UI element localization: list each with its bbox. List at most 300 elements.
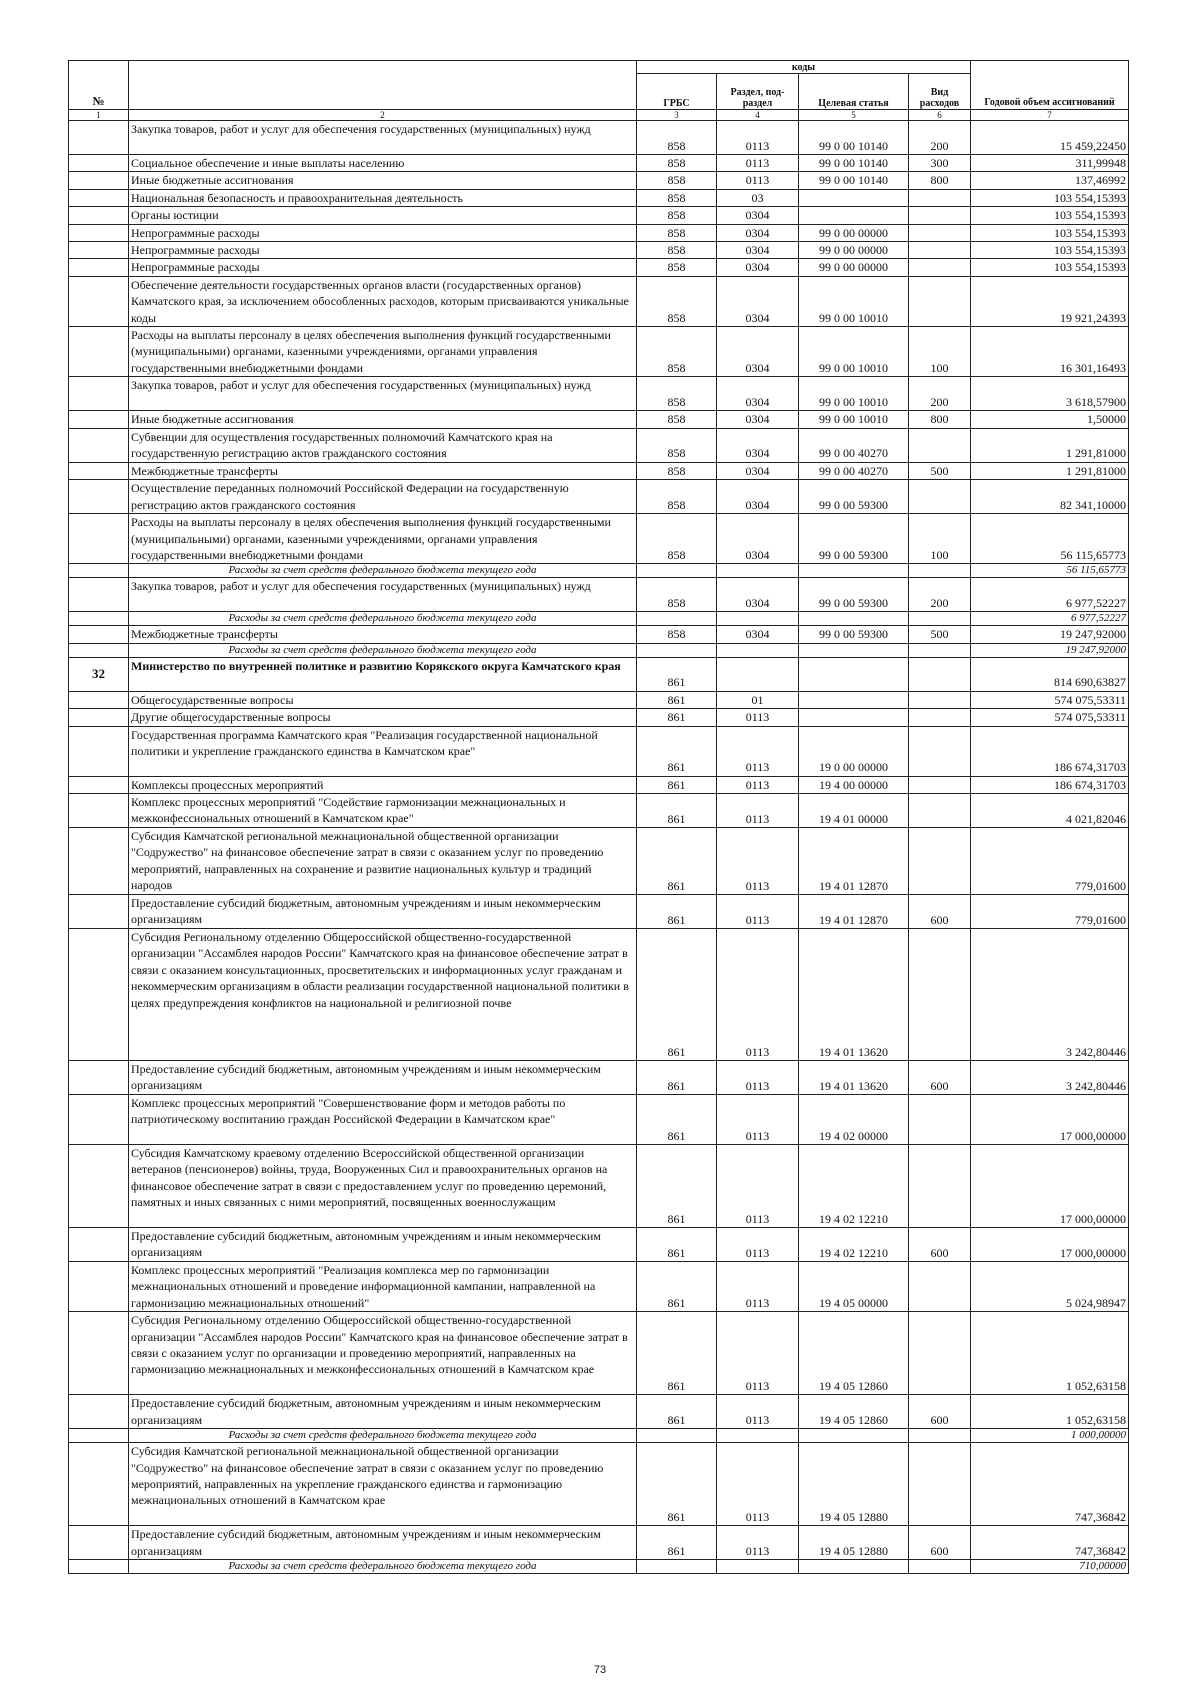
- row-number: [69, 691, 129, 708]
- row-number: [69, 578, 129, 612]
- expense-name: Комплекс процессных мероприятий "Содействие гармонизации межнациональных и межконфессиональных отношений в Камчатском крае": [129, 793, 637, 827]
- razdel-code: 0113: [717, 1526, 799, 1560]
- annual-sum: 1 000,00000: [971, 1429, 1129, 1443]
- vid-code: 600: [909, 1227, 971, 1261]
- vid-code: [909, 259, 971, 276]
- vid-code: [909, 1560, 971, 1574]
- grbs-code: 858: [637, 626, 717, 643]
- annual-sum: 103 554,15393: [971, 259, 1129, 276]
- razdel-code: [717, 612, 799, 626]
- expense-name: Национальная безопасность и правоохранительная деятельность: [129, 189, 637, 206]
- grbs-code: 861: [637, 1443, 717, 1526]
- federal-funds-subrow: [69, 1429, 1129, 1443]
- row-number: [69, 643, 129, 657]
- razdel-code: 0113: [717, 793, 799, 827]
- celevaya-code: 19 4 01 00000: [799, 793, 909, 827]
- expense-name: Закупка товаров, работ и услуг для обеспечения государственных (муниципальных) нужд: [129, 377, 637, 411]
- celevaya-code: 19 4 05 00000: [799, 1261, 909, 1311]
- grbs-code: 858: [637, 327, 717, 377]
- row-number: [69, 259, 129, 276]
- grbs-code: 861: [637, 1060, 717, 1094]
- grbs-code: [637, 1429, 717, 1443]
- grbs-code: [637, 564, 717, 578]
- annual-sum: 19 247,92000: [971, 626, 1129, 643]
- table-row: [69, 691, 1129, 708]
- vid-code: 500: [909, 626, 971, 643]
- expense-name: Расходы за счет средств федерального бюджета текущего года: [129, 1560, 637, 1574]
- razdel-code: 0113: [717, 726, 799, 776]
- row-number: [69, 377, 129, 411]
- celevaya-code: 99 0 00 40270: [799, 428, 909, 462]
- annual-sum: 3 242,80446: [971, 928, 1129, 1060]
- grbs-code: 858: [637, 377, 717, 411]
- row-number: [69, 1261, 129, 1311]
- row-number: [69, 276, 129, 326]
- annual-sum: 6 977,52227: [971, 578, 1129, 612]
- razdel-code: 0304: [717, 428, 799, 462]
- celevaya-code: 19 4 05 12860: [799, 1395, 909, 1429]
- vid-code: [909, 189, 971, 206]
- row-number: [69, 1227, 129, 1261]
- grbs-code: [637, 643, 717, 657]
- razdel-code: 0113: [717, 709, 799, 726]
- federal-funds-subrow: [69, 564, 1129, 578]
- column-header-vid: Вид расходов: [909, 74, 971, 110]
- razdel-code: 0304: [717, 327, 799, 377]
- celevaya-code: 19 4 01 13620: [799, 1060, 909, 1094]
- expense-name: Предоставление субсидий бюджетным, автономным учреждениям и иным некоммерческим организациям: [129, 1227, 637, 1261]
- celevaya-code: 19 4 05 12880: [799, 1443, 909, 1526]
- vid-code: [909, 207, 971, 224]
- expense-name: Расходы за счет средств федерального бюджета текущего года: [129, 564, 637, 578]
- vid-code: [909, 480, 971, 514]
- vid-code: [909, 1429, 971, 1443]
- table-row: [69, 657, 1129, 691]
- vid-code: [909, 1261, 971, 1311]
- annual-sum: 103 554,15393: [971, 189, 1129, 206]
- page-number: 73: [593, 1664, 607, 1676]
- expense-name: Предоставление субсидий бюджетным, автономным учреждениям и иным некоммерческим организациям: [129, 894, 637, 928]
- celevaya-code: 99 0 00 10010: [799, 411, 909, 428]
- razdel-code: 0113: [717, 1261, 799, 1311]
- expense-name: Субсидия Региональному отделению Общероссийской общественно-государственной организации "Ассамблея народов России" Камчатского края на финансовое обеспечение затрат в связи с оказанием услуг по организации и проведению мероприятий, направленных на гармонизацию межнациональных и межконфессиональных отношений в Камчатском крае: [129, 1312, 637, 1395]
- row-number: [69, 1560, 129, 1574]
- column-header-codes: коды: [637, 61, 971, 74]
- vid-code: 200: [909, 377, 971, 411]
- header-row-top: [69, 61, 1129, 74]
- celevaya-code: 19 4 00 00000: [799, 776, 909, 793]
- annual-sum: 311,99948: [971, 155, 1129, 172]
- razdel-code: 0113: [717, 1312, 799, 1395]
- row-number: [69, 1526, 129, 1560]
- expense-name: Осуществление переданных полномочий Российской Федерации на государственную регистрацию актов гражданского состояния: [129, 480, 637, 514]
- annual-sum: 1,50000: [971, 411, 1129, 428]
- expense-name: Предоставление субсидий бюджетным, автономным учреждениям и иным некоммерческим организациям: [129, 1395, 637, 1429]
- celevaya-code: 19 4 01 12870: [799, 827, 909, 894]
- row-number: [69, 172, 129, 189]
- table-row: [69, 242, 1129, 259]
- razdel-code: 0113: [717, 1395, 799, 1429]
- vid-code: [909, 612, 971, 626]
- annual-sum: 1 291,81000: [971, 462, 1129, 479]
- annual-sum: 16 301,16493: [971, 327, 1129, 377]
- celevaya-code: 19 4 02 00000: [799, 1094, 909, 1144]
- razdel-code: 0113: [717, 1144, 799, 1227]
- row-number: [69, 428, 129, 462]
- row-number: [69, 189, 129, 206]
- table-row: [69, 793, 1129, 827]
- celevaya-code: 19 4 01 13620: [799, 928, 909, 1060]
- table-row: [69, 1443, 1129, 1526]
- annual-sum: 186 674,31703: [971, 776, 1129, 793]
- vid-code: 300: [909, 155, 971, 172]
- expense-name: Обеспечение деятельности государственных органов власти (государственных органов) Камчатского края, за исключением обособленных расходов, которым присваиваются уникальные коды: [129, 276, 637, 326]
- annual-sum: 103 554,15393: [971, 207, 1129, 224]
- celevaya-code: 19 4 01 12870: [799, 894, 909, 928]
- expense-name: Субвенции для осуществления государственных полномочий Камчатского края на государственную регистрацию актов гражданского состояния: [129, 428, 637, 462]
- annual-sum: 56 115,65773: [971, 564, 1129, 578]
- expense-name: Субсидия Региональному отделению Общероссийской общественно-государственной организации "Ассамблея народов России" Камчатского края на финансовое обеспечение затрат в связи с оказанием консультационных, просветительских и информационных услуг гражданам и некоммерческим организациям в области реализации государственной национальной политики в целях предупреждения конфликтов на национальной и религиозной почве: [129, 928, 637, 1060]
- column-header-annual-volume: Годовой объем ассигнований: [971, 61, 1129, 110]
- celevaya-code: 99 0 00 00000: [799, 259, 909, 276]
- annual-sum: 747,36842: [971, 1526, 1129, 1560]
- column-index: 5: [799, 110, 909, 121]
- expense-name: Социальное обеспечение и иные выплаты населению: [129, 155, 637, 172]
- grbs-code: 861: [637, 827, 717, 894]
- razdel-code: 0304: [717, 259, 799, 276]
- grbs-code: 858: [637, 259, 717, 276]
- celevaya-code: 99 0 00 59300: [799, 626, 909, 643]
- grbs-code: 858: [637, 224, 717, 241]
- razdel-code: [717, 1560, 799, 1574]
- celevaya-code: 99 0 00 59300: [799, 578, 909, 612]
- header-row-index: [69, 110, 1129, 121]
- table-row: [69, 1312, 1129, 1395]
- razdel-code: 0113: [717, 172, 799, 189]
- table-row: [69, 411, 1129, 428]
- expense-name: Субсидия Камчатской региональной межнациональной общественной организации "Содружество" на финансовое обеспечение затрат в связи с оказанием услуг по проведению мероприятий, направленных на укрепление гражданского единства и гармонизацию межнациональных отношений в Камчатском крае: [129, 1443, 637, 1526]
- razdel-code: 0113: [717, 776, 799, 793]
- grbs-code: 858: [637, 276, 717, 326]
- row-number: [69, 327, 129, 377]
- celevaya-code: 99 0 00 10010: [799, 377, 909, 411]
- vid-code: 800: [909, 172, 971, 189]
- column-index: 3: [637, 110, 717, 121]
- celevaya-code: [799, 1429, 909, 1443]
- celevaya-code: [799, 612, 909, 626]
- vid-code: [909, 1094, 971, 1144]
- vid-code: [909, 776, 971, 793]
- expense-name: Межбюджетные трансферты: [129, 626, 637, 643]
- row-number: [69, 207, 129, 224]
- celevaya-code: [799, 709, 909, 726]
- row-number: [69, 480, 129, 514]
- grbs-code: [637, 612, 717, 626]
- expense-name: Расходы за счет средств федерального бюджета текущего года: [129, 1429, 637, 1443]
- celevaya-code: 19 4 05 12880: [799, 1526, 909, 1560]
- row-number: [69, 1094, 129, 1144]
- razdel-code: 0304: [717, 207, 799, 224]
- budget-page: [68, 60, 1128, 1574]
- table-row: [69, 1060, 1129, 1094]
- table-row: [69, 1094, 1129, 1144]
- grbs-code: 858: [637, 411, 717, 428]
- annual-sum: 814 690,63827: [971, 657, 1129, 691]
- vid-code: [909, 657, 971, 691]
- row-number: [69, 827, 129, 894]
- razdel-code: 0304: [717, 377, 799, 411]
- federal-funds-subrow: [69, 612, 1129, 626]
- row-number: 32: [69, 657, 129, 691]
- razdel-code: [717, 564, 799, 578]
- annual-sum: 4 021,82046: [971, 793, 1129, 827]
- table-row: [69, 428, 1129, 462]
- razdel-code: [717, 1429, 799, 1443]
- annual-sum: 3 242,80446: [971, 1060, 1129, 1094]
- razdel-code: 0304: [717, 276, 799, 326]
- celevaya-code: 19 4 02 12210: [799, 1227, 909, 1261]
- celevaya-code: 99 0 00 00000: [799, 224, 909, 241]
- annual-sum: 747,36842: [971, 1443, 1129, 1526]
- grbs-code: 861: [637, 928, 717, 1060]
- expense-name: Иные бюджетные ассигнования: [129, 172, 637, 189]
- row-number: [69, 514, 129, 564]
- annual-sum: 5 024,98947: [971, 1261, 1129, 1311]
- expense-name: Иные бюджетные ассигнования: [129, 411, 637, 428]
- annual-sum: 17 000,00000: [971, 1144, 1129, 1227]
- expense-name: Комплекс процессных мероприятий "Реализация комплекса мер по гармонизации межнациональных отношений и проведение информационной кампании, направленной на гармонизацию межнациональных отношений": [129, 1261, 637, 1311]
- expense-name: Государственная программа Камчатского края "Реализация государственной национальной политики и укрепление гражданского единства в Камчатском крае": [129, 726, 637, 776]
- celevaya-code: 99 0 00 59300: [799, 514, 909, 564]
- celevaya-code: [799, 1560, 909, 1574]
- column-header-celevaya: Целевая статья: [799, 74, 909, 110]
- annual-sum: 3 618,57900: [971, 377, 1129, 411]
- annual-sum: 574 075,53311: [971, 709, 1129, 726]
- table-row: [69, 1261, 1129, 1311]
- grbs-code: 861: [637, 1526, 717, 1560]
- vid-code: 600: [909, 894, 971, 928]
- vid-code: 100: [909, 514, 971, 564]
- column-header-number: №: [69, 61, 129, 110]
- razdel-code: 01: [717, 691, 799, 708]
- razdel-code: 03: [717, 189, 799, 206]
- budget-table-body: [69, 121, 1129, 1574]
- grbs-code: 858: [637, 172, 717, 189]
- razdel-code: [717, 643, 799, 657]
- row-number: [69, 894, 129, 928]
- celevaya-code: 99 0 00 10140: [799, 172, 909, 189]
- table-row: [69, 928, 1129, 1060]
- column-header-grbs: ГРБС: [637, 74, 717, 110]
- annual-sum: 1 052,63158: [971, 1395, 1129, 1429]
- vid-code: [909, 726, 971, 776]
- row-number: [69, 612, 129, 626]
- grbs-code: 861: [637, 726, 717, 776]
- expense-name: Непрограммные расходы: [129, 224, 637, 241]
- row-number: [69, 1144, 129, 1227]
- celevaya-code: [799, 564, 909, 578]
- annual-sum: 15 459,22450: [971, 121, 1129, 155]
- grbs-code: 861: [637, 657, 717, 691]
- row-number: [69, 1443, 129, 1526]
- annual-sum: 17 000,00000: [971, 1094, 1129, 1144]
- grbs-code: 858: [637, 242, 717, 259]
- row-number: [69, 1060, 129, 1094]
- annual-sum: 186 674,31703: [971, 726, 1129, 776]
- row-number: [69, 793, 129, 827]
- column-index: 1: [69, 110, 129, 121]
- razdel-code: 0113: [717, 894, 799, 928]
- annual-sum: 779,01600: [971, 827, 1129, 894]
- expense-name: Комплексы процессных мероприятий: [129, 776, 637, 793]
- row-number: [69, 709, 129, 726]
- row-number: [69, 155, 129, 172]
- grbs-code: 861: [637, 1227, 717, 1261]
- expense-name: Закупка товаров, работ и услуг для обеспечения государственных (муниципальных) нужд: [129, 121, 637, 155]
- razdel-code: 0304: [717, 462, 799, 479]
- vid-code: [909, 564, 971, 578]
- row-number: [69, 776, 129, 793]
- vid-code: 500: [909, 462, 971, 479]
- table-row: [69, 1395, 1129, 1429]
- expense-name: Другие общегосударственные вопросы: [129, 709, 637, 726]
- column-index: 2: [129, 110, 637, 121]
- table-row: [69, 1144, 1129, 1227]
- expense-name: Общегосударственные вопросы: [129, 691, 637, 708]
- celevaya-code: 19 4 05 12860: [799, 1312, 909, 1395]
- table-row: [69, 827, 1129, 894]
- expense-name: Органы юстиции: [129, 207, 637, 224]
- expense-name: Расходы за счет средств федерального бюджета текущего года: [129, 612, 637, 626]
- row-number: [69, 224, 129, 241]
- row-number: [69, 564, 129, 578]
- row-number: [69, 928, 129, 1060]
- razdel-code: 0304: [717, 578, 799, 612]
- razdel-code: 0304: [717, 224, 799, 241]
- table-row: [69, 121, 1129, 155]
- celevaya-code: [799, 189, 909, 206]
- annual-sum: 710,00000: [971, 1560, 1129, 1574]
- grbs-code: 861: [637, 894, 717, 928]
- expense-name: Расходы на выплаты персоналу в целях обеспечения выполнения функций государственными (муниципальными) органами, казенными учреждениями, органами управления государственными внебюджетными фондами: [129, 327, 637, 377]
- vid-code: [909, 793, 971, 827]
- vid-code: [909, 242, 971, 259]
- vid-code: [909, 643, 971, 657]
- row-number: [69, 411, 129, 428]
- annual-sum: 1 052,63158: [971, 1312, 1129, 1395]
- row-number: [69, 462, 129, 479]
- vid-code: [909, 827, 971, 894]
- razdel-code: 0113: [717, 155, 799, 172]
- expense-name: Предоставление субсидий бюджетным, автономным учреждениям и иным некоммерческим организациям: [129, 1526, 637, 1560]
- grbs-code: 861: [637, 1144, 717, 1227]
- table-row: [69, 462, 1129, 479]
- razdel-code: 0113: [717, 1227, 799, 1261]
- vid-code: 200: [909, 121, 971, 155]
- vid-code: [909, 928, 971, 1060]
- annual-sum: 103 554,15393: [971, 242, 1129, 259]
- razdel-code: 0113: [717, 928, 799, 1060]
- row-number: [69, 242, 129, 259]
- grbs-code: 861: [637, 1261, 717, 1311]
- grbs-code: 858: [637, 189, 717, 206]
- annual-sum: 6 977,52227: [971, 612, 1129, 626]
- column-index: 6: [909, 110, 971, 121]
- celevaya-code: 99 0 00 10140: [799, 155, 909, 172]
- federal-funds-subrow: [69, 1560, 1129, 1574]
- annual-sum: 19 921,24393: [971, 276, 1129, 326]
- razdel-code: 0113: [717, 827, 799, 894]
- celevaya-code: 19 0 00 00000: [799, 726, 909, 776]
- celevaya-code: 19 4 02 12210: [799, 1144, 909, 1227]
- table-row: [69, 514, 1129, 564]
- razdel-code: 0304: [717, 242, 799, 259]
- grbs-code: 861: [637, 1312, 717, 1395]
- vid-code: 800: [909, 411, 971, 428]
- razdel-code: 0304: [717, 626, 799, 643]
- annual-sum: 17 000,00000: [971, 1227, 1129, 1261]
- celevaya-code: [799, 691, 909, 708]
- expense-name: Непрограммные расходы: [129, 259, 637, 276]
- grbs-code: 861: [637, 709, 717, 726]
- table-row: [69, 709, 1129, 726]
- column-index: 7: [971, 110, 1129, 121]
- table-row: [69, 480, 1129, 514]
- expense-name: Предоставление субсидий бюджетным, автономным учреждениям и иным некоммерческим организациям: [129, 1060, 637, 1094]
- table-row: [69, 189, 1129, 206]
- vid-code: 100: [909, 327, 971, 377]
- annual-sum: 103 554,15393: [971, 224, 1129, 241]
- budget-table: [68, 60, 1129, 1574]
- row-number: [69, 121, 129, 155]
- razdel-code: 0113: [717, 121, 799, 155]
- razdel-code: [717, 657, 799, 691]
- annual-sum: 574 075,53311: [971, 691, 1129, 708]
- razdel-code: 0113: [717, 1060, 799, 1094]
- annual-sum: 779,01600: [971, 894, 1129, 928]
- table-row: [69, 172, 1129, 189]
- vid-code: [909, 276, 971, 326]
- celevaya-code: 99 0 00 10140: [799, 121, 909, 155]
- row-number: [69, 1395, 129, 1429]
- grbs-code: 858: [637, 578, 717, 612]
- grbs-code: [637, 1560, 717, 1574]
- federal-funds-subrow: [69, 643, 1129, 657]
- table-row: [69, 726, 1129, 776]
- table-row: [69, 776, 1129, 793]
- table-row: [69, 224, 1129, 241]
- vid-code: [909, 224, 971, 241]
- table-row: [69, 276, 1129, 326]
- grbs-code: 858: [637, 428, 717, 462]
- expense-name: Субсидия Камчатскому краевому отделению Всероссийской общественной организации ветеранов (пенсионеров) войны, труда, Вооруженных Сил и правоохранительных органов на финансовое обеспечение затрат в связи с предоставлением услуг по проведению церемоний, памятных и иных связанных с ними мероприятий, посвященных военнослужащим: [129, 1144, 637, 1227]
- celevaya-code: 99 0 00 59300: [799, 480, 909, 514]
- row-number: [69, 1312, 129, 1395]
- celevaya-code: 99 0 00 40270: [799, 462, 909, 479]
- table-row: [69, 894, 1129, 928]
- vid-code: 600: [909, 1060, 971, 1094]
- table-row: [69, 259, 1129, 276]
- razdel-code: 0304: [717, 480, 799, 514]
- grbs-code: 858: [637, 462, 717, 479]
- annual-sum: 82 341,10000: [971, 480, 1129, 514]
- grbs-code: 858: [637, 207, 717, 224]
- annual-sum: 56 115,65773: [971, 514, 1129, 564]
- grbs-code: 861: [637, 776, 717, 793]
- table-row: [69, 377, 1129, 411]
- table-row: [69, 626, 1129, 643]
- row-number: [69, 1429, 129, 1443]
